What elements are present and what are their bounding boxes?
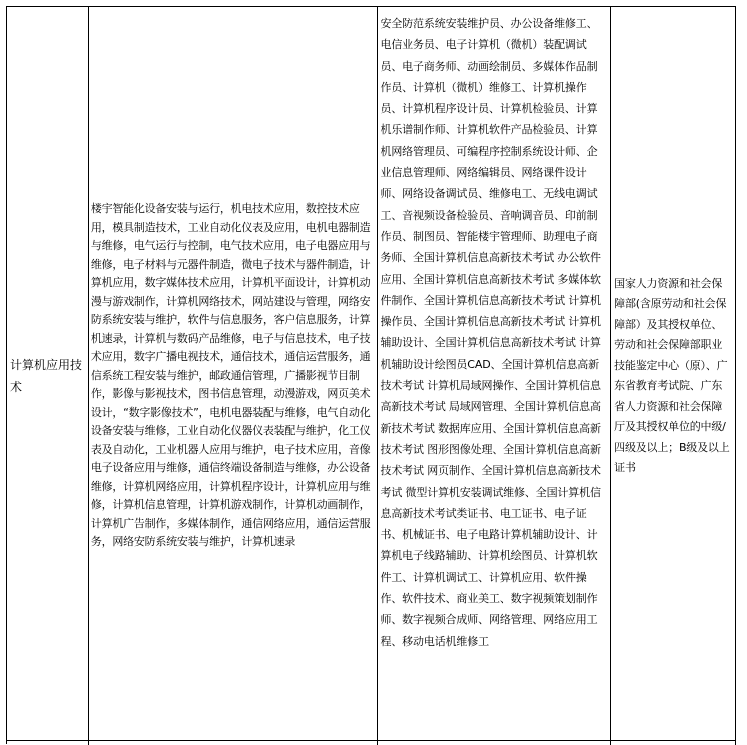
data-table (6, 6, 736, 744)
related-majors-cell (89, 7, 379, 745)
related-majors-text: 楼宇智能化设备安装与运行，机电技术应用，数控技术应用，模具制造技术，工业自动化仪表及应用，电机电器制造与维修，电气运行与控制，电气技术应用，电子电器应用与维修，电子材料与元器件制造，微电子技术与器件制造，计算机应用，数字媒体技术应用，计算机平面设计，计算机动漫与游戏制作，计算机网络技术，网站建设与管理，网络安防系统安装与维护，软件与信息服务，客户信息服务，计算机速录，计算机与数码产品维修，电子与信息技术，电子技术应用，数字广播电视技术，通信技术，通信运营服务，通信系统工程安装与维护，邮政通信管理，广播影视节目制作，影像与影视技术，图书信息管理，动漫游戏，网页美术设计，“数字影像技术”，电机电器装配与维修，电气自动化设备安装与维修，工业自动化仪器仪表装配与维护，化工仪表及自动化，工业机器人应用与维护，电子技术应用，音像电子设备应用与维修，通信终端设备制造与维修，办公设备维修，计算机网络应用，计算机程序设计，计算机应用与维修，计算机信息管理，计算机游戏制作，计算机动画制作，计算机广告制作，多媒体制作，通信网络应用，通信运营服务，网络安防系统安装与维护，计算机速录 (90, 202, 371, 549)
certificates-text: 安全防范系统安装维护员、办公设备维修工、电信业务员、电子计算机（微机）装配调试员、电子商务师、动画绘制员、多媒体作品制作员、计算机（微机）维修工、计算机操作员、计算机程序设计员、计算机检验员、计算机乐谱制作师、计算机软件产品检验员、计算机网络管理员、可编程序控制系统设计师、企业信息管理师、网络编辑员、网络课件设计师、网络设备调试员、维修电工、无线电调试工、音视频设备检验员、音响调音员、印前制作员、制图员、智能楼宇管理师、助理电子商务师、全国计算机信息高新技术考试 办公软件应用、全国计算机信息高新技术考试 多媒体软件制作、全国计算机信息高新技术考试 计算机操作员、全国计算机信息高新技术考试 计算机辅助设计、全国计算机信息高新技术考试 计算机辅助设计绘图员CAD、全国计算机信息高新技术考试 计算机局域网操作、全国计算机信息高新技术考试 局域网管理、全国计算机信息高新技术考试 数据库应用、全国计算机信息高新技术考试 图形图像处理、全国计算机信息高新技术考试 网页制作、全国计算机信息高新技术考试 微型计算机安装调试维修、全国计算机信息高新技术考试类证书、电工证书、电子证书、机械证书、电子电路计算机辅助设计、计算机电子线路辅助、计算机绘图员、计算机软件工、计算机调试工、计算机应用、软件操作、软件技术、商业美工、数字视频策划制作师、数字视频合成师、网络管理、网络应用工程、移动电话机维修工 (380, 17, 601, 648)
row-divider (6, 740, 736, 741)
issuer-cell (611, 7, 736, 745)
major-name: 计算机应用技术 (10, 358, 83, 394)
major-cell (7, 7, 89, 745)
certificates-cell (378, 7, 611, 745)
issuer-text: 国家人力资源和社会保障部(含原劳动和社会保障部）及其授权单位、劳动和社会保障部职业技能鉴定中心（原）、广东省教育考试院、广东省人力资源和社会保障厅及其授权单位的中级/四级及以上；B级及以上证书 (614, 276, 730, 474)
